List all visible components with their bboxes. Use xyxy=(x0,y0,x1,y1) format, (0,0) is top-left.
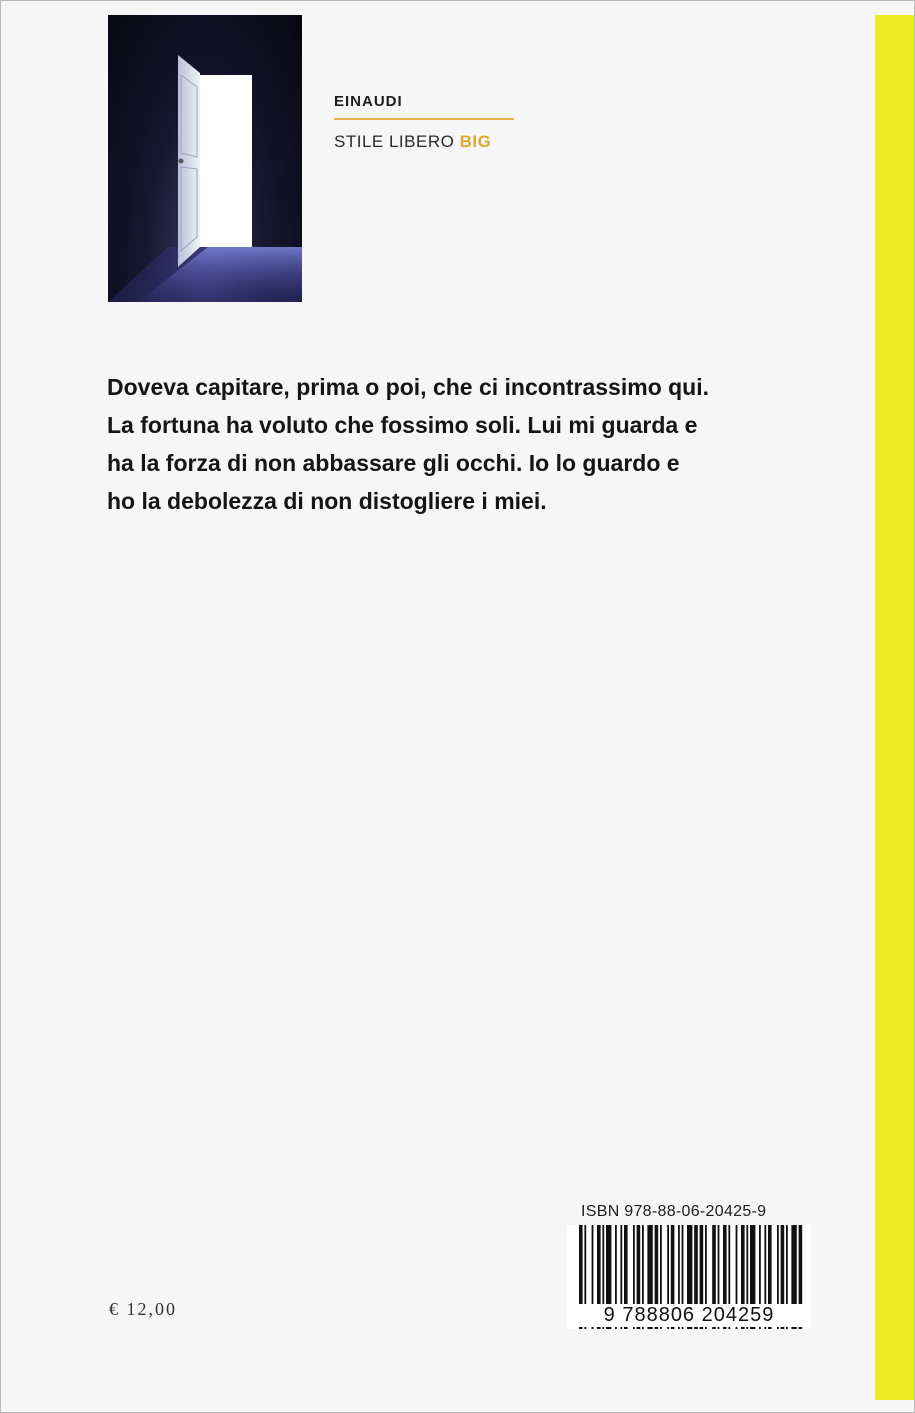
yellow-spine-stripe xyxy=(875,15,914,1400)
publisher-name: EINAUDI xyxy=(334,93,403,110)
series-accent: BIG xyxy=(459,132,492,151)
price: € 12,00 xyxy=(109,1299,177,1319)
open-door-icon xyxy=(108,15,302,302)
barcode-digits: 9 788806 204259 xyxy=(567,1304,811,1327)
series-name xyxy=(334,132,491,152)
isbn-label: ISBN 978-88-06-20425-9 xyxy=(581,1203,767,1220)
barcode xyxy=(567,1225,811,1329)
brand-divider xyxy=(334,118,514,120)
blurb-text: Doveva capitare, prima o poi, che ci incontrassimo qui. La fortuna ha voluto che fossimo soli. Lui mi guarda e ha la forza di non abbassare gli occhi. Io lo guardo e ho la debolezza di non distogliere i miei. xyxy=(107,374,710,514)
series-prefix: STILE LIBERO xyxy=(334,132,455,151)
